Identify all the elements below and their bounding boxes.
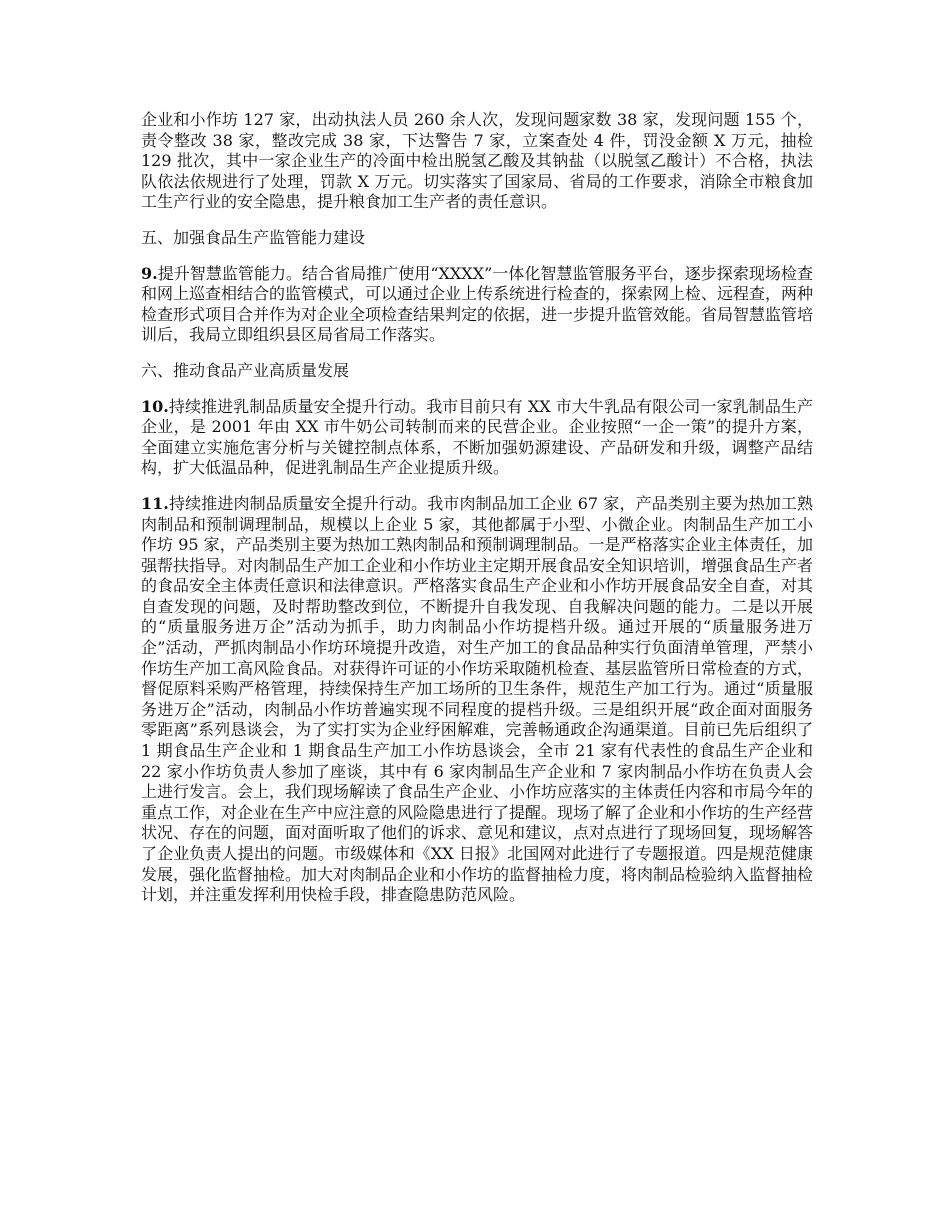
item-number: 9.	[141, 263, 158, 283]
paragraph-item-11	[141, 494, 813, 906]
paragraph-text: 持续推进肉制品质量安全提升行动。我市肉制品加工企业 67 家，产品类别主要为热加工熟肉制品和预制调理制品，规模以上企业 5 家，其他都属于小型、小微企业。肉制品生产加工小作坊 95 家，产品类别主要为热加工熟肉制品和预制调理制品。一是严格落实企业主体责任，加强帮扶指导。对肉制品生产加工企业和小作坊业主定期开展食品安全知识培训，增强食品生产者的食品安全主体责任意识和法律意识。严格落实食品生产企业和小作坊开展食品安全自查，对其自查发现的问题，及时帮助整改到位，不断提升自我发现、自我解决问题的能力。二是以开展的“质量服务进万企”活动为抓手，助力肉制品小作坊提档升级。通过开展的“质量服务进万企”活动，严抓肉制品小作坊环境提升改造，对生产加工的食品品种实行负面清单管理，严禁小作坊生产加工高风险食品。对获得许可证的小作坊采取随机检查、基层监管所日常检查的方式，督促原料采购严格管理，持续保持生产加工场所的卫生条件，规范生产加工行为。通过“质量服务进万企”活动，肉制品小作坊普遍实现不同程度的提档升级。三是组织开展“政企面对面服务零距离”系列恳谈会，为了实打实为企业纾困解难，完善畅通政企沟通渠道。目前已先后组织了 1 期食品生产企业和 1 期食品生产加工小作坊恳谈会，全市 21 家有代表性的食品生产企业和 22 家小作坊负责人参加了座谈，其中有 6 家肉制品生产企业和 7 家肉制品小作坊在负责人会上进行发言。会上，我们现场解读了食品生产企业、小作坊应落实的主体责任内容和市局今年的重点工作，对企业在生产中应注意的风险隐患进行了提醒。现场了解了企业和小作坊的生产经营状况、存在的问题，面对面听取了他们的诉求、意见和建议，点对点进行了现场回复，现场解答了企业负责人提出的问题。市级媒体和《XX 日报》北国网对此进行了专题报道。四是规范健康发展，强化监督抽检。加大对肉制品企业和小作坊的监督抽检力度，将肉制品检验纳入监督抽检计划，并注重发挥利用快检手段，排查隐患防范风险。	[141, 493, 814, 905]
item-number: 11.	[141, 493, 169, 513]
document-body	[141, 110, 813, 921]
paragraph-text: 提升智慧监管能力。结合省局推广使用“XXXX”一体化智慧监管服务平台，逐步探索现场检查和网上巡查相结合的监管模式，可以通过企业上传系统进行检查的，探索网上检、远程查，两种检查形式项目合并作为对企业全项检查结果判定的依据，进一步提升监管效能。省局智慧监管培训后，我局立即组织县区局省局工作落实。	[141, 263, 814, 345]
item-number: 10.	[141, 396, 169, 416]
paragraph-text: 持续推进乳制品质量安全提升行动。我市目前只有 XX 市大牛乳品有限公司一家乳制品生产企业，是 2001 年由 XX 市牛奶公司转制而来的民营企业。企业按照“一企一策”的提升方案，全面建立实施危害分析与关键控制点体系，不断加强奶源建设、产品研发和升级，调整产品结构，扩大低温品种，促进乳制品生产企业提质升级。	[141, 396, 813, 478]
heading-text: 五、加强食品生产监管能力建设	[141, 227, 366, 247]
paragraph-item-10	[141, 397, 813, 479]
paragraph-item-9	[141, 264, 813, 346]
paragraph-text: 企业和小作坊 127 家，出动执法人员 260 余人次，发现问题家数 38 家，发现问题 155 个，责令整改 38 家，整改完成 38 家，下达警告 7 家，立案查处 4 件，罚没金额 X 万元，抽检 129 批次，其中一家企业生产的冷面中检出脱氢乙酸及其钠盐（以脱氢乙酸计）不合格，执法队依法依规进行了处理，罚款 X 万元。切实落实了国家局、省局的工作要求，消除全市粮食加工生产行业的安全隐患，提升粮食加工生产者的责任意识。	[141, 110, 813, 212]
paragraph-grain-enforcement	[141, 110, 813, 213]
section-heading-five	[141, 228, 813, 249]
section-heading-six	[141, 361, 813, 382]
heading-text: 六、推动食品产业高质量发展	[141, 360, 350, 380]
